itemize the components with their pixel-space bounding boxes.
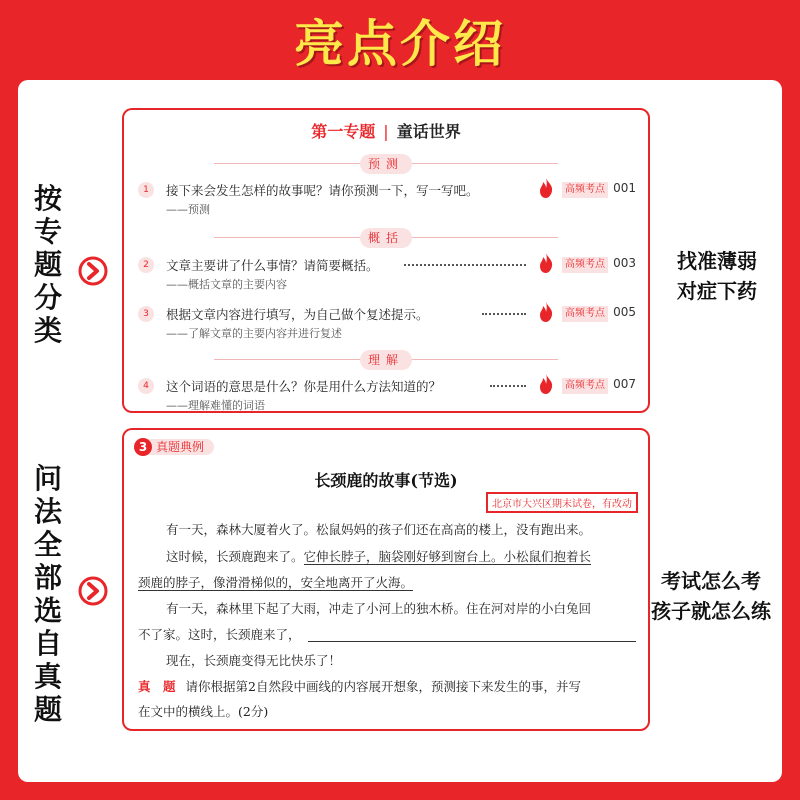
frequency-tag: 高频考点 — [562, 182, 608, 198]
flame-icon — [539, 178, 553, 198]
side-char: 题 — [33, 693, 62, 726]
item-question: 这个词语的意思是什么？你是用什么方法知道的？ — [166, 379, 442, 394]
flame-icon — [539, 302, 553, 322]
side-char: 法 — [33, 495, 62, 528]
arrow-right-icon — [78, 576, 108, 606]
frequency-tag: 高频考点 — [562, 257, 608, 273]
passage-line: 有一天，森林大厦着火了。松鼠妈妈的孩子们还在高高的楼上，没有跑出来。 — [166, 522, 592, 537]
section1-right-label — [652, 246, 782, 306]
divider — [408, 237, 558, 238]
underlined-text: 它伸长脖子，脑袋刚好够到窗台上。小松鼠们抱着长 — [303, 549, 592, 564]
right-line: 对症下药 — [677, 279, 757, 303]
side-char: 题 — [33, 248, 62, 281]
side-char: 分 — [33, 281, 62, 314]
item-number: 1 — [138, 182, 154, 198]
list-item[interactable] — [124, 180, 648, 220]
section2-right-label — [646, 566, 776, 626]
category-summarize — [124, 228, 648, 248]
page-number: 001 — [613, 181, 636, 195]
badge-text: 真题典例 — [144, 439, 214, 455]
category-label: 预测 — [360, 154, 412, 174]
side-char: 部 — [33, 561, 62, 594]
source-note: 北京市大兴区期末试卷，有改动 — [486, 492, 638, 513]
banner-title: 亮点介绍 — [294, 15, 506, 73]
divider — [214, 237, 364, 238]
item-subtitle: ——了解文章的主要内容并进行复述 — [166, 327, 342, 340]
section1-side-label — [28, 182, 68, 347]
dotted-leader — [482, 313, 526, 315]
right-line: 孩子就怎么练 — [651, 599, 771, 623]
question-text: 请你根据第2自然段中画线的内容展开想象，预测接下来发生的事，并写 — [185, 679, 581, 694]
side-char: 自 — [33, 627, 62, 660]
flame-icon — [539, 374, 553, 394]
side-char: 专 — [33, 215, 62, 248]
category-predict — [124, 154, 648, 174]
question-line: 在文中的横线上。(2分) — [138, 704, 269, 719]
topic-header — [124, 119, 648, 142]
topic-title: 童话世界 — [396, 122, 461, 141]
list-item[interactable] — [124, 376, 648, 413]
item-number: 2 — [138, 257, 154, 273]
answer-blank-line[interactable] — [308, 641, 636, 642]
item-question: 接下来会发生怎样的故事呢？请你预测一下，写一写吧。 — [166, 183, 479, 198]
passage-line: 不了家。这时，长颈鹿来了， — [138, 627, 301, 642]
page-number: 007 — [613, 377, 636, 391]
frequency-tag: 高频考点 — [562, 306, 608, 322]
badge-number: 3 — [134, 438, 152, 456]
underlined-text: 颈鹿的脖子，像滑滑梯似的，安全地离开了火海。 — [138, 575, 414, 590]
contents-panel — [122, 108, 650, 413]
side-char: 类 — [33, 314, 62, 347]
list-item[interactable] — [124, 255, 648, 295]
section-badge — [134, 438, 214, 456]
list-item[interactable] — [124, 304, 648, 344]
divider — [408, 163, 558, 164]
item-subtitle: ——概括文章的主要内容 — [166, 278, 287, 291]
category-understand — [124, 350, 648, 370]
dotted-leader — [490, 385, 526, 387]
passage-line: 现在，长颈鹿变得无比快乐了！ — [166, 653, 342, 668]
item-subtitle: ——理解难懂的词语 — [166, 399, 265, 412]
item-question: 根据文章内容进行填写，为自己做个复述提示。 — [166, 307, 429, 322]
item-subtitle: ——预测 — [166, 203, 210, 216]
item-number: 3 — [138, 306, 154, 322]
side-char: 按 — [33, 182, 62, 215]
passage-line — [138, 573, 413, 591]
topic-separator: | — [383, 122, 389, 141]
divider — [408, 359, 558, 360]
passage-line: 有一天，森林里下起了大雨，冲走了小河上的独木桥。住在河对岸的小白兔回 — [166, 601, 592, 616]
right-line: 找准薄弱 — [677, 249, 757, 273]
divider — [214, 359, 364, 360]
section2-side-label — [28, 462, 68, 726]
right-line: 考试怎么考 — [661, 569, 761, 593]
page-number: 005 — [613, 305, 636, 319]
question-line — [138, 677, 581, 695]
side-char: 全 — [33, 528, 62, 561]
flame-icon — [539, 253, 553, 273]
divider — [214, 163, 364, 164]
page-number: 003 — [613, 256, 636, 270]
item-number: 4 — [138, 378, 154, 394]
passage-line — [166, 547, 591, 565]
dotted-leader — [404, 264, 526, 266]
side-char: 选 — [33, 594, 62, 627]
side-char: 问 — [33, 462, 62, 495]
category-label: 概括 — [360, 228, 412, 248]
exam-label: 真 题 — [138, 679, 176, 694]
banner — [0, 0, 800, 80]
exam-panel — [122, 428, 650, 731]
item-question: 文章主要讲了什么事情？请简要概括。 — [166, 258, 379, 273]
arrow-right-icon — [78, 256, 108, 286]
side-char: 真 — [33, 660, 62, 693]
frequency-tag: 高频考点 — [562, 378, 608, 394]
passage-text: 这时候，长颈鹿跑来了。 — [166, 549, 304, 564]
category-label: 理解 — [360, 350, 412, 370]
passage-title: 长颈鹿的故事(节选) — [314, 471, 458, 490]
topic-label: 第一专题 — [311, 122, 376, 141]
